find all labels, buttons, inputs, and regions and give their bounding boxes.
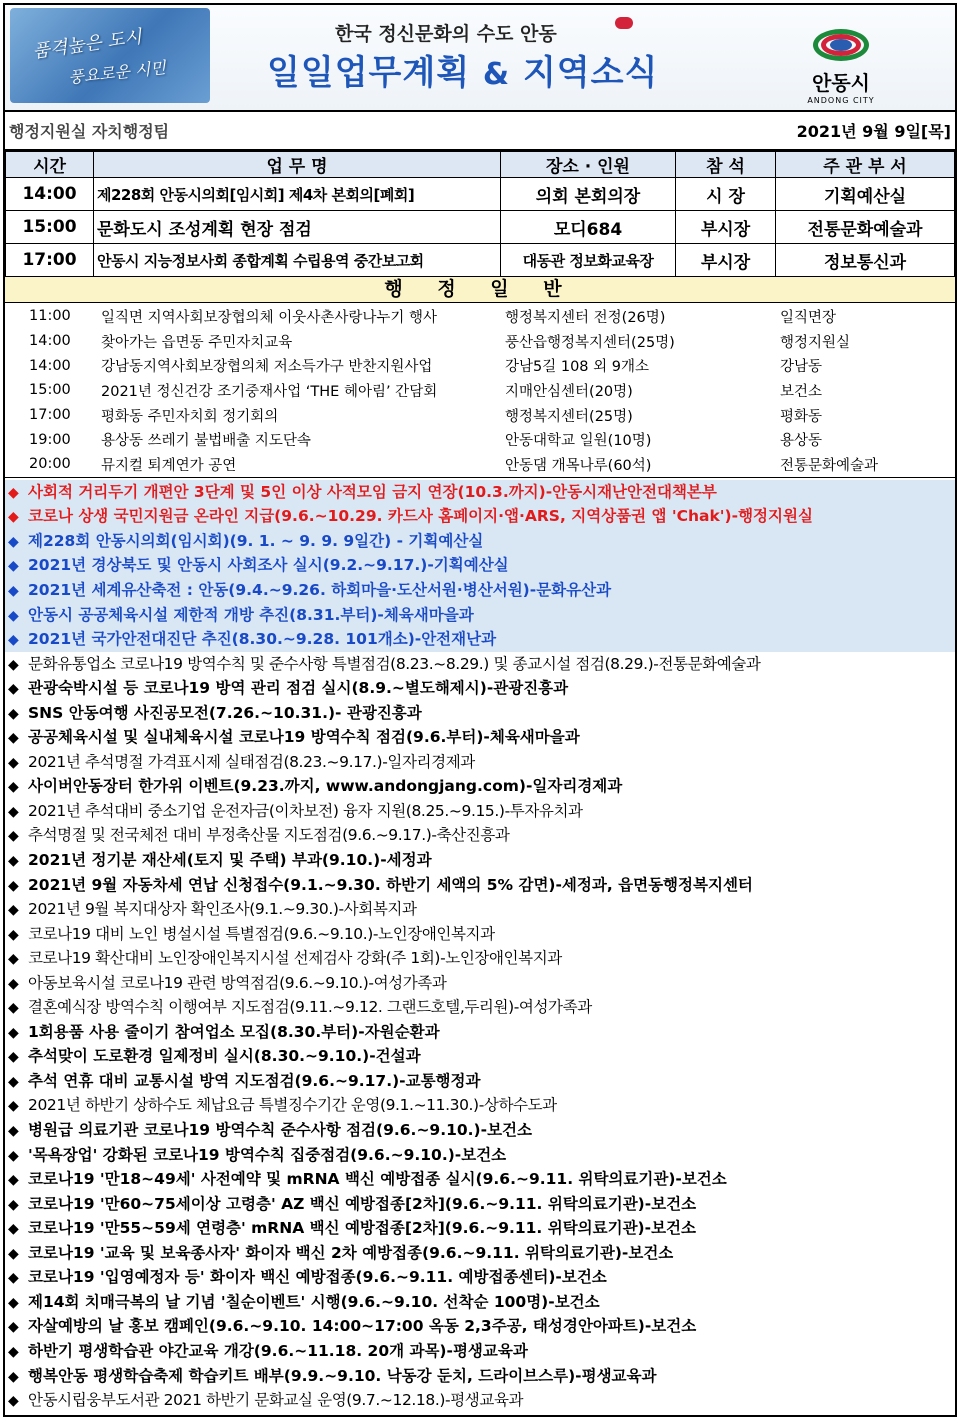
slogan-line-2: 풍요로운 시민 <box>67 57 167 88</box>
page-title-main: 일일업무계획 <box>267 53 471 93</box>
notice-item <box>5 701 955 726</box>
diamond-bullet-icon: ◆ <box>8 1147 19 1164</box>
notice-text: 2021년 하반기 상하수도 체납요금 특별징수기간 운영(9.1.~11.30.)-상하수도과 <box>28 1096 557 1115</box>
notice-text: 코로나 상생 국민지원금 온라인 지급(9.6.~10.29. 카드사 홈페이지·앱·ARS, 지역상품권 앱 'Chak')-행정지원실 <box>28 507 813 526</box>
general-place: 강남5길 108 외 9개소 <box>505 359 649 376</box>
header-dept: 주 관 부 서 <box>776 152 955 178</box>
general-dept: 전통문화예술과 <box>780 457 879 474</box>
general-place: 행정복지센터 전정(26명) <box>505 309 666 326</box>
notice-item <box>5 1216 955 1241</box>
diamond-bullet-icon: ◆ <box>8 926 19 943</box>
diamond-bullet-icon: ◆ <box>8 558 19 575</box>
schedule-task: 제228회 안동시의회[임시회] 제4차 본회의[폐회] <box>94 178 501 211</box>
notice-item <box>5 1314 955 1339</box>
general-task: 뮤지컬 퇴계연가 공연 <box>101 457 237 474</box>
daily-plan-page <box>3 3 957 1417</box>
notice-text: 코로나19 확산대비 노인장애인복지시설 선제검사 강화(주 1회)-노인장애인복지과 <box>28 949 562 968</box>
notice-item <box>5 873 955 898</box>
header-place: 장소 · 인원 <box>501 152 676 178</box>
diamond-bullet-icon: ◆ <box>8 705 19 722</box>
general-admin-list <box>5 303 955 478</box>
diamond-bullet-icon: ◆ <box>8 828 19 845</box>
schedule-attendee: 부시장 <box>676 211 776 244</box>
header-attendee: 참 석 <box>676 152 776 178</box>
diamond-bullet-icon: ◆ <box>8 1368 19 1385</box>
notice-text: '목욕장업' 강화된 코로나19 방역수칙 집중점검(9.6.~9.10.)-보건소 <box>28 1145 507 1164</box>
notice-text: 코로나19 '만18~49세' 사전예약 및 mRNA 백신 예방접종 실시(9.6.~9.11. 위탁의료기관)-보건소 <box>28 1170 727 1189</box>
general-time: 19:00 <box>29 431 71 448</box>
notice-item <box>5 1093 955 1118</box>
notice-item <box>5 1192 955 1217</box>
diamond-bullet-icon: ◆ <box>8 1172 19 1189</box>
notice-text: 행복안동 평생학습축제 학습키트 배부(9.9.~9.10. 낙동강 둔치, 드라이브스루)-평생교육과 <box>28 1366 657 1385</box>
diamond-bullet-icon: ◆ <box>8 1319 19 1336</box>
general-row <box>5 329 955 354</box>
diamond-bullet-icon: ◆ <box>8 803 19 820</box>
diamond-bullet-icon: ◆ <box>8 1098 19 1115</box>
city-logo <box>801 25 881 105</box>
notice-text: SNS 안동여행 사진공모전(7.26.~10.31.)- 관광진흥과 <box>28 703 422 722</box>
notice-text: 자살예방의 날 홍보 캠페인(9.6.~9.10. 14:00~17:00 옥동 2,3주공, 태성경안아파트)-보건소 <box>28 1317 697 1336</box>
general-time: 17:00 <box>29 407 71 424</box>
general-dept: 행정지원실 <box>780 334 851 351</box>
general-place: 행정복지센터(25명) <box>505 408 633 425</box>
notice-item <box>5 504 955 529</box>
schedule-task: 안동시 지능정보사회 종합계획 수립용역 중간보고회 <box>94 244 501 277</box>
general-row <box>5 304 955 329</box>
general-dept: 강남동 <box>780 359 823 376</box>
diamond-bullet-icon: ◆ <box>8 1000 19 1017</box>
notice-text: 추석맞이 도로환경 일제정비 실시(8.30.~9.10.)-건설과 <box>28 1047 421 1066</box>
notice-item <box>5 1364 955 1389</box>
diamond-bullet-icon: ◆ <box>8 853 19 870</box>
general-time: 20:00 <box>29 456 71 473</box>
schedule-dept: 기획예산실 <box>776 178 955 211</box>
general-dept: 평화동 <box>780 408 823 425</box>
notice-item <box>5 603 955 628</box>
header-task: 업 무 명 <box>94 152 501 178</box>
notice-text: 제14회 치매극복의 날 기념 '칠순이벤트' 시행(9.6.~9.10. 선착순 100명)-보건소 <box>28 1292 600 1311</box>
general-row <box>5 378 955 403</box>
diamond-bullet-icon: ◆ <box>8 754 19 771</box>
logo-english-name: ANDONG CITY <box>807 96 875 105</box>
schedule-place: 모디684 <box>501 211 676 244</box>
notice-text: 2021년 9월 자동차세 연납 신청접수(9.1.~9.30. 하반기 세액의 5% 감면)-세정과, 읍면동행정복지센터 <box>28 875 753 894</box>
notice-item <box>5 1167 955 1192</box>
notice-item <box>5 676 955 701</box>
diamond-bullet-icon: ◆ <box>8 1123 19 1140</box>
slogan-line-1: 품격높은 도시 <box>31 26 144 63</box>
notice-text: 1회용품 사용 줄이기 참여업소 모집(8.30.부터)-자원순환과 <box>28 1022 440 1041</box>
general-place: 안동대학교 일원(10명) <box>505 433 652 450</box>
general-admin-title: 행 정 일 반 <box>5 277 955 303</box>
subtitle-badge-icon <box>615 17 633 29</box>
notice-item <box>5 725 955 750</box>
general-time: 11:00 <box>29 308 71 325</box>
diamond-bullet-icon: ◆ <box>8 607 19 624</box>
notice-item <box>5 774 955 799</box>
diamond-bullet-icon: ◆ <box>8 509 19 526</box>
notice-item <box>5 578 955 603</box>
notice-item <box>5 1265 955 1290</box>
notice-text: 병원급 의료기관 코로나19 방역수칙 준수사항 점검(9.6.~9.10.)-보건소 <box>28 1121 532 1140</box>
notice-text: 안동시 공공체육시설 제한적 개방 추진(8.31.부터)-체육새마을과 <box>28 605 474 624</box>
notice-text: 아동보육시설 코로나19 관련 방역점검(9.6.~9.10.)-여성가족과 <box>28 973 447 992</box>
notice-item <box>5 529 955 554</box>
notice-text: 추석명절 및 전국체전 대비 부정축산물 지도점검(9.6.~9.17.)-축산진흥과 <box>28 826 510 845</box>
general-task: 강남동지역사회보장협의체 저소득가구 반찬지원사업 <box>101 359 433 376</box>
notice-text: 코로나19 대비 노인 병설시설 특별점검(9.6.~9.10.)-노인장애인복지과 <box>28 924 495 943</box>
notice-text: 사이버안동장터 한가위 이벤트(9.23.까지, www.andongjang.com)-일자리경제과 <box>28 777 623 796</box>
notice-item <box>5 480 955 505</box>
schedule-row <box>6 244 955 277</box>
slogan-image <box>10 8 210 103</box>
general-dept: 용상동 <box>780 433 823 450</box>
notice-text: 제228회 안동시의회(임시회)(9. 1. ~ 9. 9. 9일간) - 기획예산실 <box>28 531 484 550</box>
notice-item <box>5 627 955 652</box>
notice-text: 사회적 거리두기 개편안 3단계 및 5인 이상 사적모임 금지 연장(10.3.까지)-안동시재난안전대책본부 <box>28 482 717 501</box>
city-emblem-icon <box>813 25 869 65</box>
header-subtitle: 한국 정신문화의 수도 안동 <box>335 23 557 45</box>
department-label: 행정지원실 자치행정팀 <box>9 122 170 141</box>
notice-item <box>5 1020 955 1045</box>
date-label: 2021년 9월 9일[목] <box>796 122 951 141</box>
schedule-place: 대동관 정보화교육장 <box>501 244 676 277</box>
notice-text: 코로나19 '만55~59세 연령층' mRNA 백신 예방접종[2차](9.6.~9.11. 위탁의료기관)-보건소 <box>28 1219 696 1238</box>
schedule-row <box>6 211 955 244</box>
general-place: 안동댐 개목나루(60석) <box>505 457 652 474</box>
diamond-bullet-icon: ◆ <box>8 1294 19 1311</box>
header-time: 시간 <box>6 152 94 178</box>
notice-item <box>5 1339 955 1364</box>
general-time: 14:00 <box>29 357 71 374</box>
notice-text: 2021년 국가안전대진단 추진(8.30.~9.28. 101개소)-안전재난과 <box>28 630 497 649</box>
general-task: 찾아가는 읍면동 주민자치교육 <box>101 334 293 351</box>
schedule-time: 14:00 <box>6 178 94 211</box>
schedule-header-row <box>6 152 955 178</box>
general-dept: 일직면장 <box>780 309 837 326</box>
diamond-bullet-icon: ◆ <box>8 1196 19 1213</box>
notice-item <box>5 848 955 873</box>
notice-item <box>5 1143 955 1168</box>
notice-item <box>5 995 955 1020</box>
notice-text: 코로나19 '만60~75세이상 고령층' AZ 백신 예방접종[2차](9.6.~9.11. 위탁의료기관)-보건소 <box>28 1194 697 1213</box>
diamond-bullet-icon: ◆ <box>8 1270 19 1287</box>
notice-item <box>5 750 955 775</box>
page-title-rest: 지역소식 <box>522 53 659 93</box>
general-row <box>5 427 955 452</box>
general-row <box>5 353 955 378</box>
notice-text: 코로나19 '입영예정자 등' 화이자 백신 예방접종(9.6.~9.11. 예방접종센터)-보건소 <box>28 1268 607 1287</box>
diamond-bullet-icon: ◆ <box>8 779 19 796</box>
notice-item <box>5 823 955 848</box>
header-banner <box>5 5 955 112</box>
general-row <box>5 403 955 428</box>
notice-item <box>5 553 955 578</box>
notice-item <box>5 1241 955 1266</box>
diamond-bullet-icon: ◆ <box>8 975 19 992</box>
notice-text: 2021년 추석대비 중소기업 운전자금(이차보전) 융자 지원(8.25.~9.15.)-투자유치과 <box>28 801 583 820</box>
logo-name: 안동시 <box>812 71 870 95</box>
diamond-bullet-icon: ◆ <box>8 730 19 747</box>
schedule-place: 의회 본회의장 <box>501 178 676 211</box>
schedule-attendee: 시 장 <box>676 178 776 211</box>
schedule-row <box>6 178 955 211</box>
notice-item <box>5 1069 955 1094</box>
notice-item <box>5 1118 955 1143</box>
notice-text: 관광숙박시설 등 코로나19 방역 관리 점검 실시(8.9.~별도해제시)-관광진흥과 <box>28 679 569 698</box>
notice-item <box>5 652 955 677</box>
general-task: 2021년 정신건강 조기중재사업 ‘THE 헤아림’ 간담회 <box>101 383 438 400</box>
notice-item <box>5 799 955 824</box>
schedule-dept: 정보통신과 <box>776 244 955 277</box>
diamond-bullet-icon: ◆ <box>8 1024 19 1041</box>
diamond-bullet-icon: ◆ <box>8 1049 19 1066</box>
diamond-bullet-icon: ◆ <box>8 632 19 649</box>
notice-text: 2021년 추석명절 가격표시제 실태점검(8.23.~9.17.)-일자리경제과 <box>28 752 475 771</box>
diamond-bullet-icon: ◆ <box>8 902 19 919</box>
diamond-bullet-icon: ◆ <box>8 533 19 550</box>
notice-item <box>5 1290 955 1315</box>
page-title <box>267 45 658 94</box>
page-title-amp: & <box>482 57 511 92</box>
schedule-attendee: 부시장 <box>676 244 776 277</box>
diamond-bullet-icon: ◆ <box>8 681 19 698</box>
notice-text: 2021년 경상북도 및 안동시 사회조사 실시(9.2.~9.17.)-기획예산실 <box>28 556 509 575</box>
notice-item <box>5 971 955 996</box>
notice-text: 문화유통업소 코로나19 방역수칙 및 준수사항 특별점검(8.23.~8.29.) 및 종교시설 점검(8.29.)-전통문화예술과 <box>28 654 761 673</box>
notice-text: 공공체육시설 및 실내체육시설 코로나19 방역수칙 점검(9.6.부터)-체육새마을과 <box>28 728 580 747</box>
general-time: 15:00 <box>29 382 71 399</box>
notice-text: 2021년 세계유산축전 : 안동(9.4.~9.26. 하회마을·도산서원·병산서원)-문화유산과 <box>28 581 612 599</box>
notice-text: 2021년 9월 복지대상자 확인조사(9.1.~9.30.)-사회복지과 <box>28 900 417 919</box>
notice-text: 추석 연휴 대비 교통시설 방역 지도점검(9.6.~9.17.)-교통행정과 <box>28 1071 481 1090</box>
general-dept: 보건소 <box>780 383 823 400</box>
diamond-bullet-icon: ◆ <box>8 583 19 599</box>
notice-text: 하반기 평생학습관 야간교육 개강(9.6.~11.18. 20개 과목)-평생교육과 <box>28 1341 528 1360</box>
general-task: 용상동 쓰레기 불법배출 지도단속 <box>101 433 311 450</box>
notice-text: 2021년 정기분 재산세(토지 및 주택) 부과(9.10.)-세정과 <box>28 851 432 870</box>
schedule-task: 문화도시 조성계획 현장 점검 <box>94 211 501 244</box>
general-time: 14:00 <box>29 333 71 350</box>
diamond-bullet-icon: ◆ <box>8 1245 19 1262</box>
notice-item <box>5 897 955 922</box>
schedule-time: 15:00 <box>6 211 94 244</box>
notice-text: 코로나19 '교육 및 보육종사자' 화이자 백신 2차 예방접종(9.6.~9.11. 위탁의료기관)-보건소 <box>28 1243 674 1262</box>
diamond-bullet-icon: ◆ <box>8 484 19 501</box>
notice-item <box>5 1388 955 1413</box>
schedule-dept: 전통문화예술과 <box>776 211 955 244</box>
diamond-bullet-icon: ◆ <box>8 1393 19 1410</box>
general-row <box>5 452 955 477</box>
general-task: 일직면 지역사회보장협의체 이웃사촌사랑나누기 행사 <box>101 309 437 326</box>
notice-item <box>5 946 955 971</box>
notice-list <box>5 478 955 1413</box>
notice-text: 결혼예식장 방역수칙 이행여부 지도점검(9.11.~9.12. 그랜드호텔,두리원)-여성가족과 <box>28 998 592 1017</box>
dept-date-line <box>5 112 955 151</box>
diamond-bullet-icon: ◆ <box>8 951 19 968</box>
diamond-bullet-icon: ◆ <box>8 877 19 894</box>
diamond-bullet-icon: ◆ <box>8 1221 19 1238</box>
diamond-bullet-icon: ◆ <box>8 1343 19 1360</box>
notice-text: 안동시립웅부도서관 2021 하반기 문화교실 운영(9.7.~12.18.)-평생교육과 <box>28 1391 524 1410</box>
general-task: 평화동 주민자치회 정기회의 <box>101 408 279 425</box>
notice-item <box>5 1044 955 1069</box>
notice-item <box>5 922 955 947</box>
diamond-bullet-icon: ◆ <box>8 656 19 673</box>
schedule-table <box>5 151 955 277</box>
diamond-bullet-icon: ◆ <box>8 1073 19 1090</box>
general-place: 지매안심센터(20명) <box>505 383 633 400</box>
general-place: 풍산읍행정복지센터(25명) <box>505 334 675 351</box>
schedule-time: 17:00 <box>6 244 94 277</box>
